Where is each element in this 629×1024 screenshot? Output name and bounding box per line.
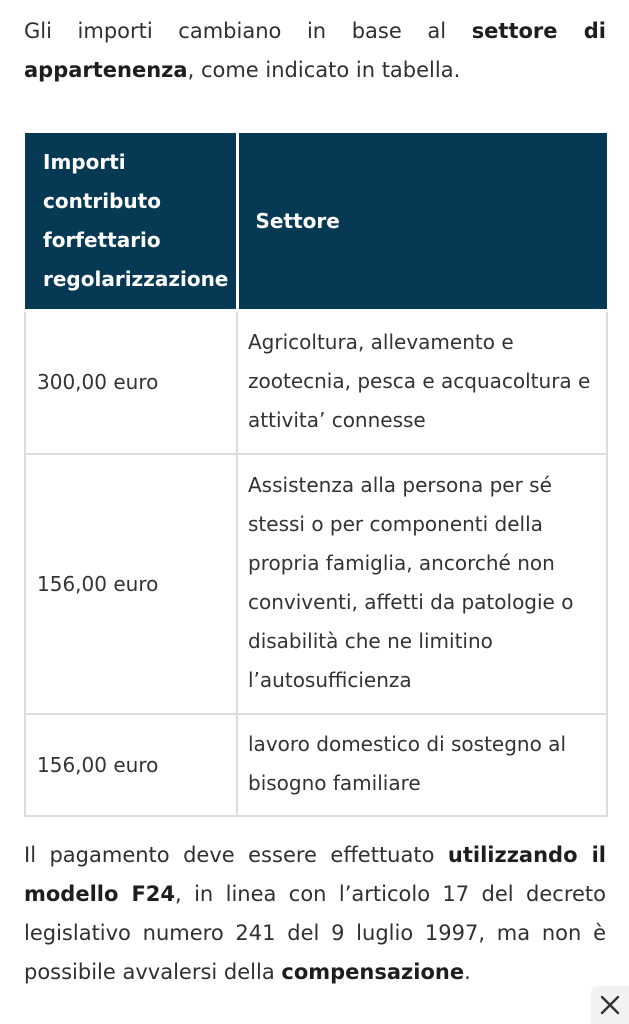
header-sector: Settore [237, 132, 607, 311]
payment-text-2: , in linea con l’articolo 17 del decreto legislativo numero 241 del 9 luglio 1997, ma non è possibile avvalersi della [24, 882, 606, 984]
table-header-row [25, 132, 607, 311]
intro-paragraph [24, 12, 606, 90]
payment-bold-compensazione: compensazione [281, 960, 465, 984]
table-row [25, 714, 607, 816]
sector-cell: Agricoltura, allevamento e zootecnia, pesca e acquacoltura e attivita’ connesse [237, 311, 607, 455]
amount-cell: 156,00 euro [25, 454, 237, 714]
intro-bold-sector: settore di appartenenza [24, 19, 606, 82]
table-row [25, 311, 607, 455]
close-icon [600, 995, 620, 1015]
amount-cell: 156,00 euro [25, 714, 237, 816]
close-button[interactable] [591, 986, 629, 1024]
sector-cell: lavoro domestico di sostegno al bisogno familiare [237, 714, 607, 816]
table-row [25, 454, 607, 714]
sector-cell: Assistenza alla persona per sé stessi o per componenti della propria famiglia, ancorché non conviventi, affetti da patologie o disabilità che ne limitino l’autosufficienza [237, 454, 607, 714]
payment-text-1: Il pagamento deve essere effettuato [24, 843, 448, 867]
amount-cell: 300,00 euro [25, 311, 237, 455]
payment-text-3: . [464, 960, 471, 984]
payment-paragraph [24, 836, 606, 992]
intro-text-end: , come indicato in tabella. [187, 58, 461, 82]
header-amount: Importi contributo forfettario regolarizzazione [25, 132, 237, 311]
fees-table [24, 130, 608, 817]
intro-text: Gli importi cambiano in base al [24, 19, 472, 43]
payment-bold-f24: utilizzando il modello F24 [24, 843, 606, 906]
